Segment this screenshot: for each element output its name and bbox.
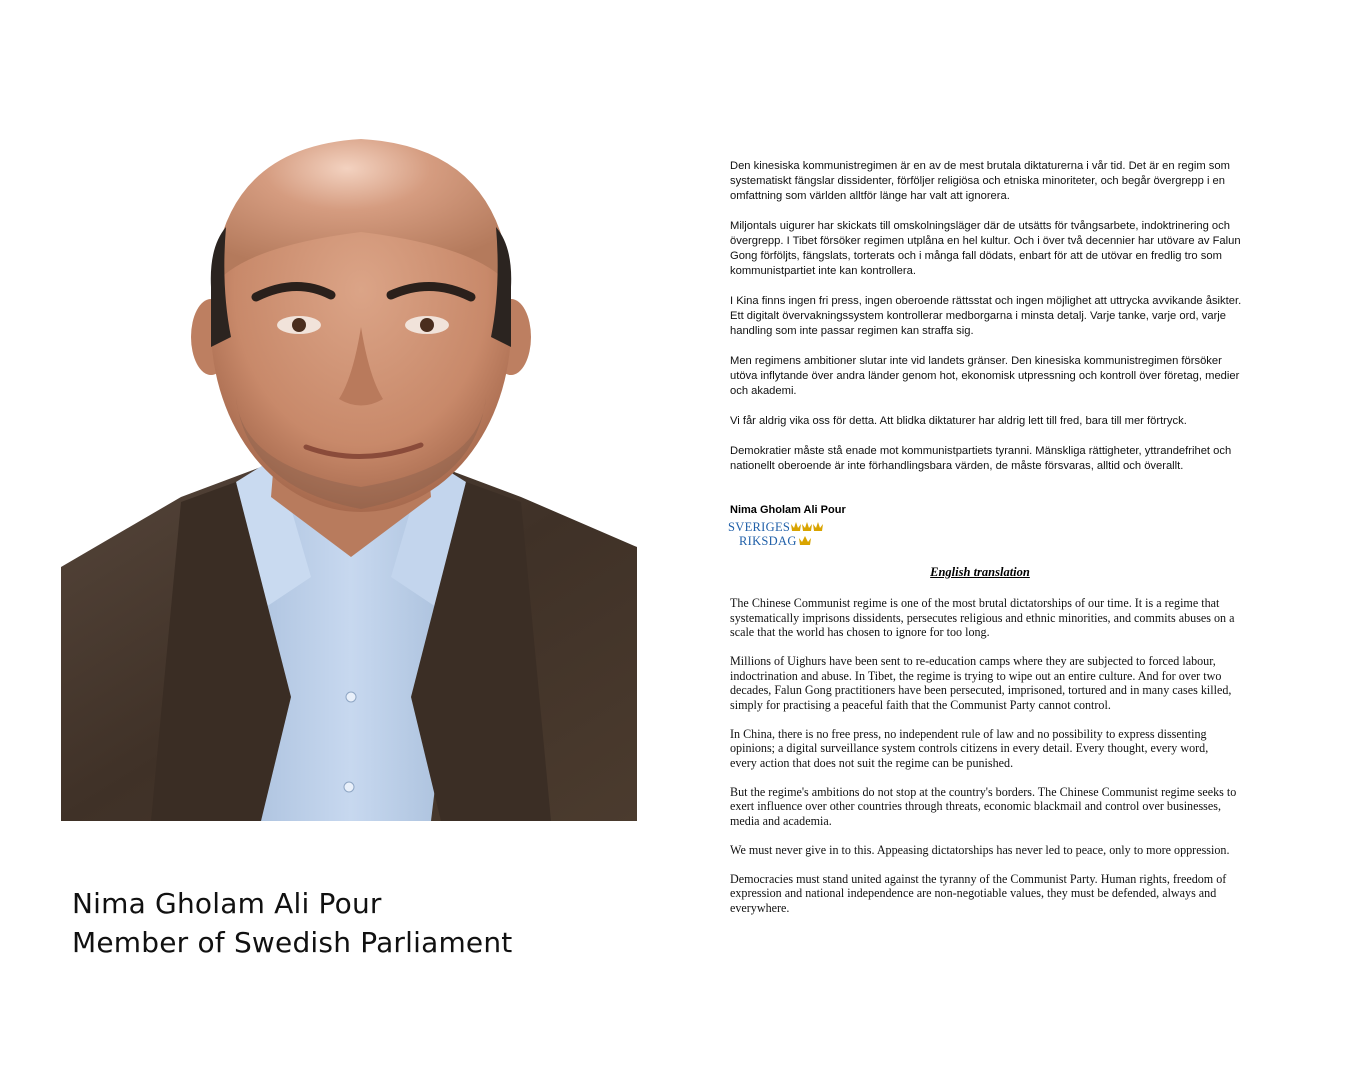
logo-line-2: RIKSDAG: [739, 534, 797, 548]
en-paragraph: We must never give in to this. Appeasing dictatorships has never led to peace, only to more oppression.: [730, 842, 1230, 857]
sv-paragraph: Men regimens ambitioner slutar inte vid landets gränser. Den kinesiska kommunistregimen försöker utöva inflytande över andra länder genom hot, ekonomisk utpressning och kontroll över företag, medier och akademi.: [730, 355, 1240, 397]
sv-paragraph: Demokratier måste stå enade mot kommunistpartiets tyranni. Mänskliga rättigheter, yttrandefrihet och nationellt oberoende är inte förhandlingsbara värden, de måste försvaras, alltid och överallt.: [730, 445, 1232, 472]
logo-line-1: SVERIGES: [728, 520, 791, 534]
portrait-photo: [61, 137, 637, 821]
signature-name: Nima Gholam Ali Pour: [730, 504, 846, 516]
en-paragraph: Democracies must stand united against the tyranny of the Communist Party. Human rights, freedom of expression and national independence are non-negotiable values, they must be defended, always and everywhere.: [730, 871, 1227, 915]
english-translation-heading: English translation: [930, 565, 1030, 579]
sv-paragraph: I Kina finns ingen fri press, ingen oberoende rättsstat och ingen möjlighet att uttrycka avvikande åsikter. Ett digitalt övervakningssystem kontrollerar medborgarna i minsta detalj. Varje tanke, varje ord, varje handling som inte passar regimen kan straffa sig.: [730, 295, 1242, 337]
english-statement: [730, 596, 1238, 930]
portrait-caption: [72, 884, 513, 962]
sv-paragraph: Miljontals uigurer har skickats till omskolningsläger där de utsätts för tvångsarbete, indoktrinering och övergrepp. I Tibet försöker regimen utplåna en hel kultur. Och i över två decennier har utövare av Falun Gong förföljts, fängslats, torterats och i många fall dödats, enbart för att de utövar en fredlig tro som kommunistpartiet inte kan kontrollera.: [730, 220, 1241, 277]
en-paragraph: But the regime's ambitions do not stop at the country's borders. The Chinese Communist regime seeks to exert influence over other countries through threats, economic blackmail and control over businesses, media and academia.: [730, 784, 1237, 828]
portrait-illustration: [61, 137, 637, 821]
sv-paragraph: Vi får aldrig vika oss för detta. Att blidka diktaturer har aldrig lett till fred, bara till mer förtryck.: [730, 415, 1187, 427]
sv-paragraph: Den kinesiska kommunistregimen är en av de mest brutala diktaturerna i vår tid. Det är en regim som systematiskt fängslar dissidenter, förföljer religiösa och etniska minoriteter, och begår övergrepp i en omfattning som världen alltför länge har valt att ignorera.: [730, 160, 1230, 202]
riksdag-logo: [728, 520, 838, 550]
crown-icon: [790, 520, 824, 533]
en-paragraph: Millions of Uighurs have been sent to re-education camps where they are subjected to forced labour, indoctrination and abuse. In Tibet, the regime is trying to wipe out an entire culture. And for over two decades, Falun Gong practitioners have been persecuted, imprisoned, tortured and in many cases killed, simply for practising a peaceful faith that the Communist Party cannot control.: [730, 654, 1232, 712]
en-paragraph: The Chinese Communist regime is one of the most brutal dictatorships of our time. It is a regime that systematically imprisons dissidents, persecutes religious and ethnic minorities, and commits abuses on a scale that the world has chosen to ignore for too long.: [730, 596, 1235, 639]
crown-icon: [798, 534, 812, 547]
swedish-statement: [730, 159, 1250, 489]
caption-name: Nima Gholam Ali Pour: [72, 887, 382, 920]
en-paragraph: In China, there is no free press, no independent rule of law and no possibility to express dissenting opinions; a digital surveillance system controls citizens in every detail. Every thought, every word, every action that does not suit the regime can be punished.: [730, 726, 1209, 770]
caption-role: Member of Swedish Parliament: [72, 926, 513, 959]
